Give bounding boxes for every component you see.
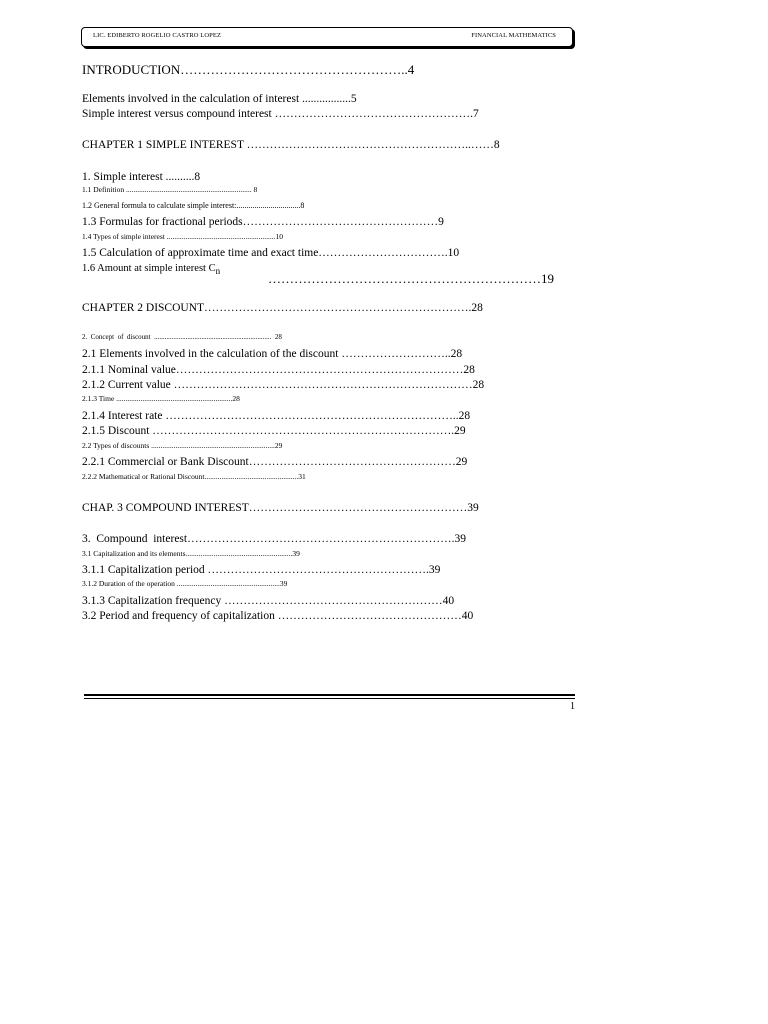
toc-entry: 1.3 Formulas for fractional periods……………………………………………9 bbox=[82, 216, 444, 228]
toc-subentry: 3.1.2 Duration of the operation .......................................................39 bbox=[82, 579, 288, 588]
toc-subentry: 1.1 Definition ................................................................... 8 bbox=[82, 185, 258, 194]
toc-entry-text: 1.6 Amount at simple interest C bbox=[82, 263, 216, 274]
toc-subentry: 3.1 Capitalization and its elements.........................................................39 bbox=[82, 549, 300, 558]
toc-entry: Simple interest versus compound interest …………………………………………….7 bbox=[82, 108, 479, 120]
toc-subentry: 1.2 General formula to calculate simple interest:................................8 bbox=[82, 201, 305, 210]
toc-entry: 1.5 Calculation of approximate time and exact time…………………………….10 bbox=[82, 247, 460, 259]
running-header bbox=[81, 27, 573, 47]
header-author: LIC. EDIBERTO ROGELIO CASTRO LOPEZ bbox=[93, 32, 222, 39]
toc-subentry: 2. Concept of discount ................................................................... 28 bbox=[82, 333, 282, 341]
toc-entry: 2.1.5 Discount …………………………………………………………………….29 bbox=[82, 425, 466, 437]
footer-rule-thick bbox=[84, 694, 575, 696]
toc-entry: 2.1.1 Nominal value…………………………………………………………………28 bbox=[82, 364, 475, 376]
toc-entry-introduction: INTRODUCTION……………………………………………..4 bbox=[82, 62, 415, 77]
header-subject: FINANCIAL MATHEMATICS bbox=[471, 32, 556, 39]
toc-subentry: 2.2.2 Mathematical or Rational Discount..................................................31 bbox=[82, 472, 306, 481]
toc-entry: 2.1.4 Interest rate …………………………………………………………………..28 bbox=[82, 410, 471, 422]
toc-entry: 2.1.2 Current value ……………………………………………………………………28 bbox=[82, 379, 485, 391]
toc-entry: 3.2 Period and frequency of capitalization …………………………………………40 bbox=[82, 610, 474, 622]
toc-subentry: 1.4 Types of simple interest ..........................................................10 bbox=[82, 232, 283, 241]
toc-chapter-2: CHAPTER 2 DISCOUNT…………………………………………………………….28 bbox=[82, 302, 483, 314]
toc-subentry: 2.2 Types of discounts ..................................................................29 bbox=[82, 441, 283, 450]
toc-entry: 3.1.1 Capitalization period ………………………………………………….39 bbox=[82, 564, 441, 576]
footer-rule-thin bbox=[84, 698, 575, 699]
toc-entry: Elements involved in the calculation of interest .................5 bbox=[82, 93, 357, 105]
toc-entry bbox=[82, 263, 220, 276]
toc-chapter-3: CHAP. 3 COMPOUND INTEREST…………………………………………………39 bbox=[82, 502, 479, 514]
toc-entry: 3.1.3 Capitalization frequency …………………………………………………40 bbox=[82, 595, 455, 607]
toc-chapter-1: CHAPTER 1 SIMPLE INTEREST …………………………………………………..……8 bbox=[82, 139, 500, 151]
page-number: 1 bbox=[570, 701, 575, 712]
toc-entry: 2.2.1 Commercial or Bank Discount………………………………………………29 bbox=[82, 456, 468, 468]
toc-entry: 1. Simple interest ..........8 bbox=[82, 171, 201, 183]
toc-entry-subscript: n bbox=[215, 266, 221, 276]
toc-entry: 2.1 Elements involved in the calculation of the discount ………………………..28 bbox=[82, 348, 463, 360]
toc-entry-continuation: ………………………………………………………19 bbox=[268, 271, 554, 286]
toc-entry: 3. Compound interest…………………………………………………………….39 bbox=[82, 533, 466, 545]
toc-subentry: 2.1.3 Time ..............................................................28 bbox=[82, 394, 240, 403]
